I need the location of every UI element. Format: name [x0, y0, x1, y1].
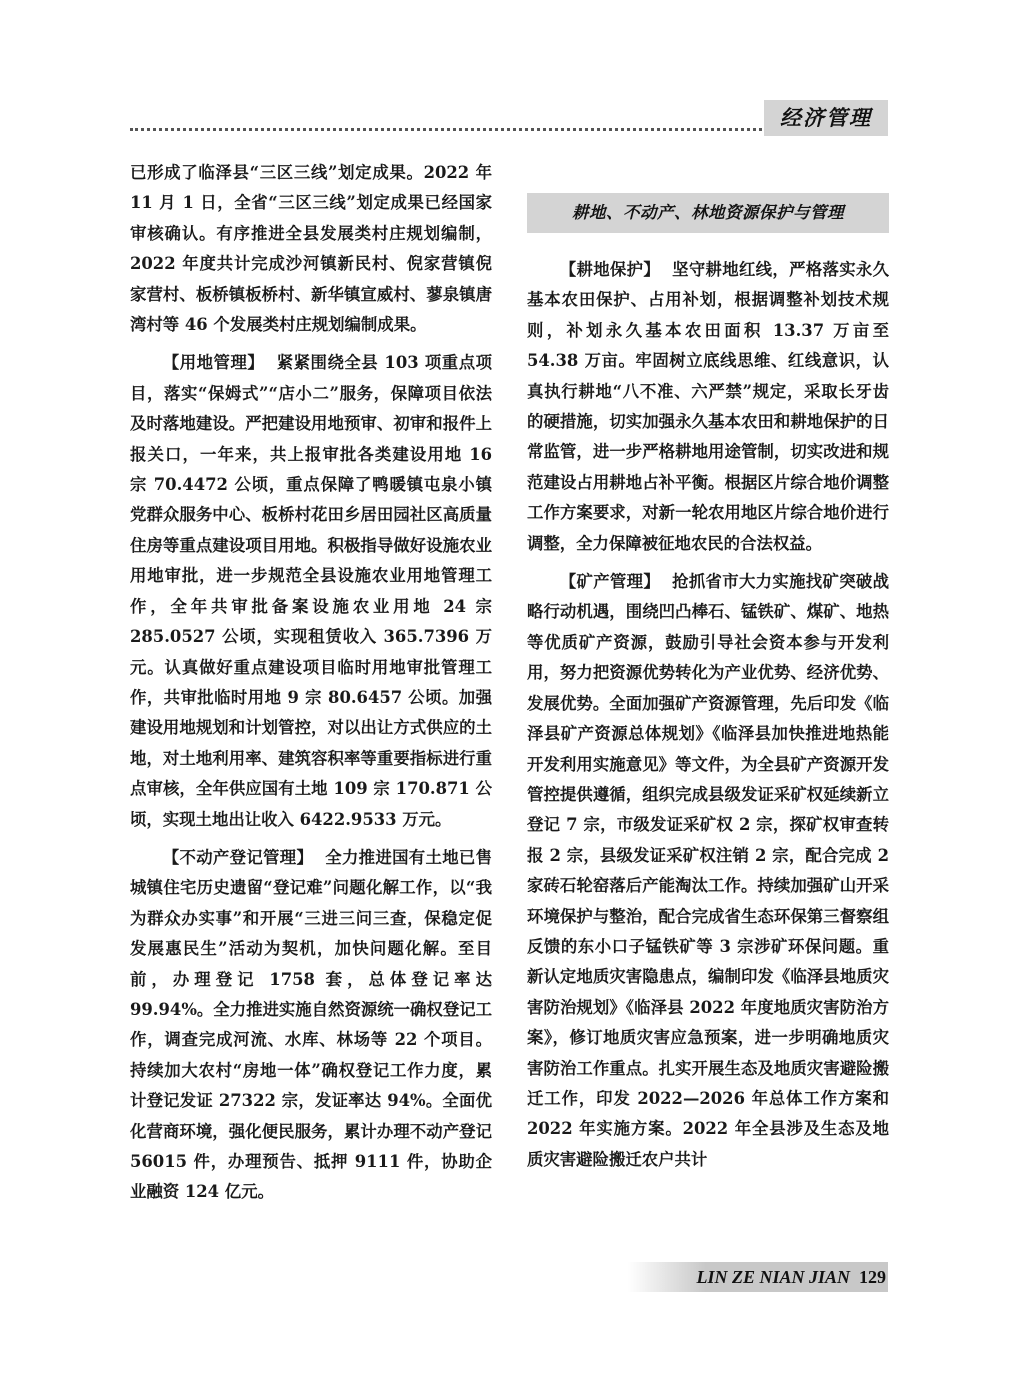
section-banner: 耕地、不动产、林地资源保护与管理	[527, 193, 889, 233]
paragraph-body: 坚守耕地红线，严格落实永久基本农田保护、占用补划，根据调整补划技术规则，补划永久基本农田面积 13.37 万亩至 54.38 万亩。牢固树立底线思维、红线意识，认真执行耕地“八不准、六严禁”规定，采取长牙齿的硬措施，切实加强永久基本农田和耕地保护的日常监管，进一步严格耕地用途管制，切实改进和规范建设占用耕地占补平衡。根据区片综合地价调整工作方案要求，对新一轮农用地区片综合地价进行调整，全力保障被征地农民的合法权益。	[527, 260, 890, 553]
paragraph-body: 全力推进国有土地已售城镇住宅历史遗留“登记难”问题化解工作，以“我为群众办实事”和开展“三进三问三查，保稳定促发展惠民生”活动为契机，加快问题化解。至目前，办理登记 1758 套，总体登记率达 99.94%。全力推进实施自然资源统一确权登记工作，调查完成河流、水库、林场等 22 个项目。持续加大农村“房地一体”确权登记工作力度，累计登记发证 27322 宗，发证率达 94%。全面优化营商环境，强化便民服务，累计办理不动产登记 56015 件，办理预告、抵押 9111 件，协助企业融资 124 亿元。	[130, 847, 493, 1202]
paragraph-heading: 【不动产登记管理】	[162, 847, 314, 867]
footer-band	[628, 1262, 888, 1292]
paragraph-continued: 已形成了临泽县“三区三线”划定成果。2022 年 11 月 1 日，全省“三区三线”划定成果已经国家审核确认。有序推进全县发展类村庄规划编制，2022 年度共计完成沙河镇新民村、倪家营镇倪家营村、板桥镇板桥村、新华镇宣威村、蓼泉镇唐湾村等 46 个发展类村庄规划编制成果。	[130, 163, 492, 335]
left-column	[130, 158, 492, 1216]
journal-title: LIN ZE NIAN JIAN	[696, 1267, 850, 1287]
right-column	[527, 255, 889, 1183]
paragraph-heading: 【矿产管理】	[559, 572, 661, 592]
paragraph-minerals	[527, 567, 889, 1175]
paragraph-body: 紧紧围绕全县 103 项重点项目，落实“保姆式”“店小二”服务，保障项目依法及时落地建设。严把建设用地预审、初审和报件上报关口，一年来，共上报审批各类建设用地 16 宗 70.4472 公顷，重点保障了鸭暖镇屯泉小镇党群众服务中心、板桥村花田乡居田园社区高质量住房等重点建设项目用地。积极指导做好设施农业用地审批，进一步规范全县设施农业用地管理工作，全年共审批备案设施农业用地 24 宗 285.0527 公顷，实现租赁收入 365.7396 万元。认真做好重点建设项目临时用地审批管理工作，共审批临时用地 9 宗 80.6457 公顷。加强建设用地规划和计划管控，对以出让方式供应的土地，对土地利用率、建筑容积率等重要指标进行重点审核，全年供应国有土地 109 宗 170.871 公顷，实现土地出让收入 6422.9533 万元。	[130, 353, 492, 829]
paragraph-heading: 【用地管理】	[162, 353, 265, 373]
paragraph-farmland	[527, 255, 889, 559]
paragraph-land-use	[130, 348, 492, 835]
page-number: 129	[859, 1267, 886, 1287]
paragraph-body: 抢抓省市大力实施找矿突破战略行动机遇，围绕凹凸棒石、锰铁矿、煤矿、地热等优质矿产资源，鼓励引导社会资本参与开发利用，努力把资源优势转化为产业优势、经济优势、发展优势。全面加强矿产资源管理，先后印发《临泽县矿产资源总体规划》《临泽县加快推进地热能开发利用实施意见》等文件，为全县矿产资源开发管控提供遵循，组织完成县级发证采矿权延续新立登记 7 宗，市级发证采矿权 2 宗，探矿权审查转报 2 宗，县级发证采矿权注销 2 宗，配合完成 2 家砖石轮窑落后产能淘汰工作。持续加强矿山开采环境保护与整治，配合完成省生态环保第三督察组反馈的东小口子锰铁矿等 3 宗涉矿环保问题。重新认定地质灾害隐患点，编制印发《临泽县地质灾害防治规划》《临泽县 2022 年度地质灾害防治方案》，修订地质灾害应急预案，进一步明确地质灾害防治工作重点。扎实开展生态及地质灾害避险搬迁工作，印发 2022—2026 年总体工作方案和 2022 年实施方案。2022 年全县涉及生态及地质灾害避险搬迁农户共计	[527, 572, 890, 1169]
section-tag: 经济管理	[764, 100, 888, 136]
header-dotted-rule	[130, 128, 762, 131]
paragraph-heading: 【耕地保护】	[559, 260, 661, 279]
paragraph-real-estate	[130, 843, 492, 1208]
